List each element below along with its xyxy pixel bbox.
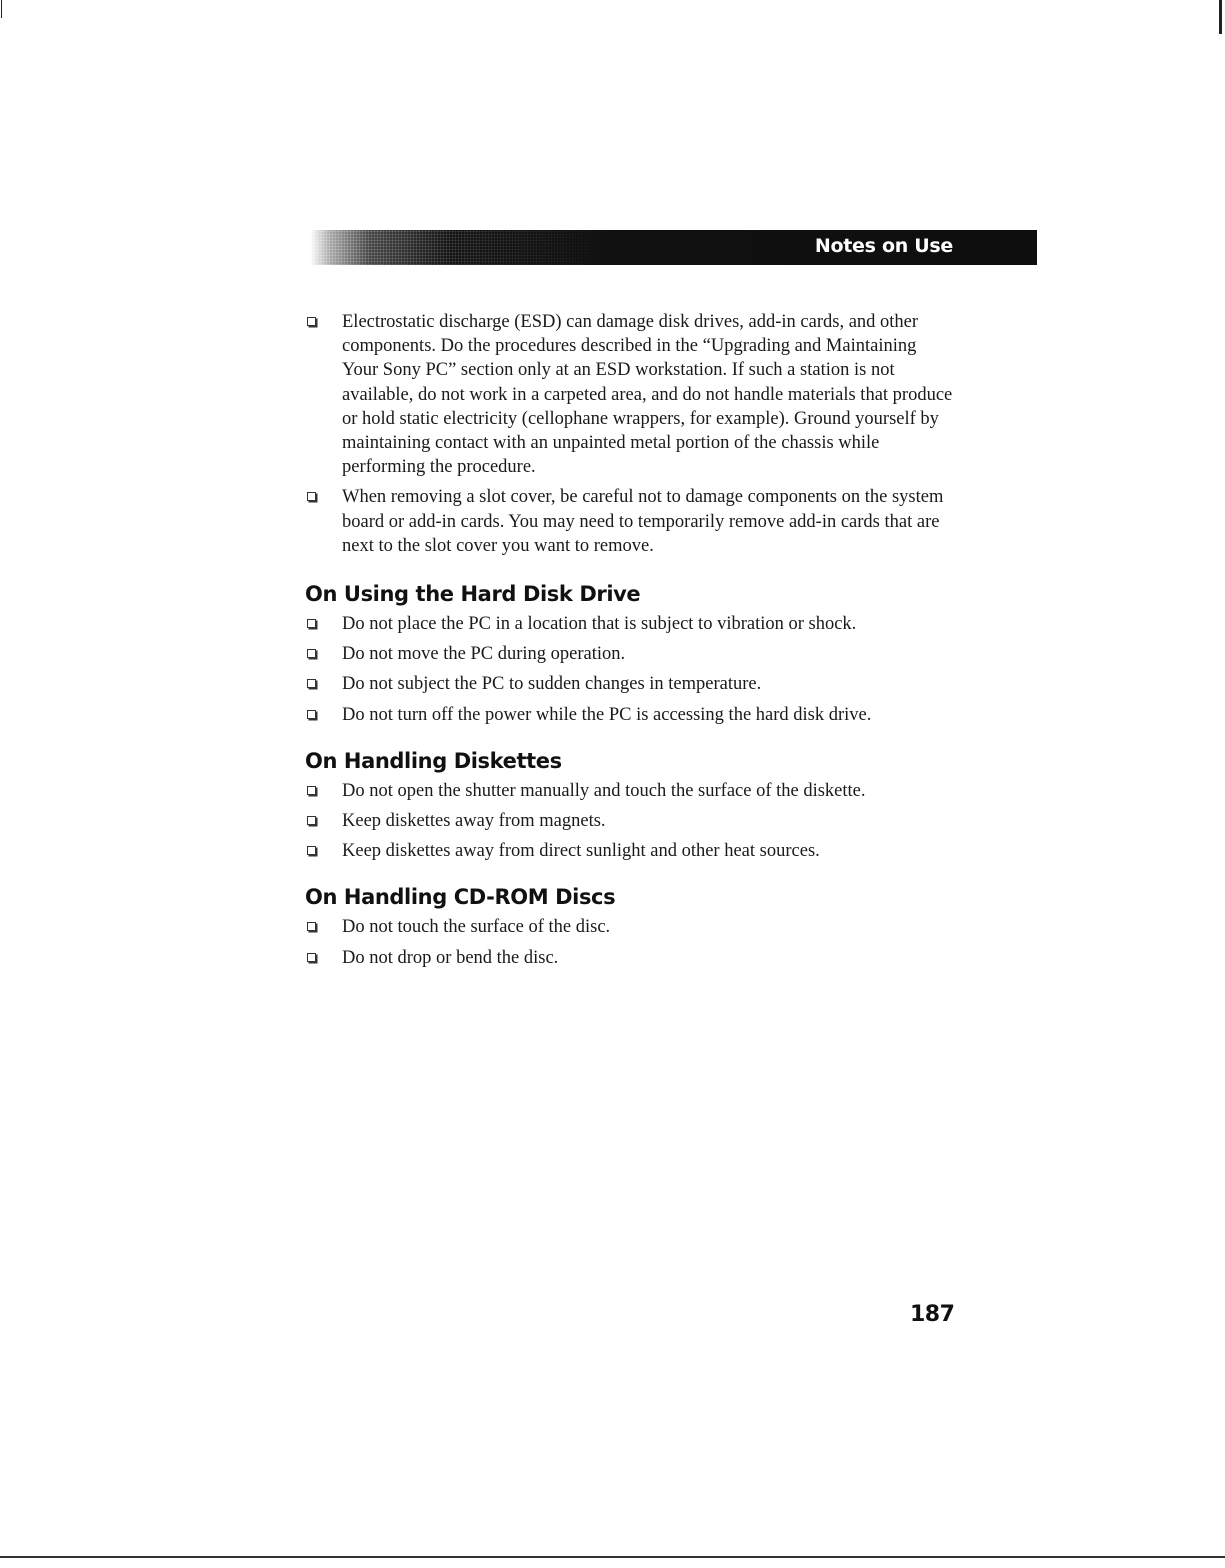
list-item-text: Do not subject the PC to sudden changes in temperature. (342, 674, 762, 695)
list-item-text: Do not place the PC in a location that is subject to vibration or shock. (342, 614, 857, 635)
list-item-text: Do not touch the surface of the disc. (342, 917, 611, 938)
list-item (305, 672, 955, 696)
checkbox-bullet-icon (307, 619, 316, 628)
list-item (305, 946, 955, 970)
list-item (305, 485, 955, 558)
list-item (305, 310, 955, 479)
list-item (305, 809, 955, 833)
checkbox-bullet-icon (307, 317, 316, 326)
diskettes-list (305, 779, 955, 864)
section-heading-hard-disk: On Using the Hard Disk Drive (305, 582, 641, 607)
running-header-bar (310, 230, 1037, 265)
list-item (305, 839, 955, 863)
hard-disk-list (305, 612, 955, 727)
checkbox-bullet-icon (307, 679, 316, 688)
running-header-title: Notes on Use (814, 235, 953, 257)
intro-list (305, 310, 955, 558)
list-item-text: Keep diskettes away from magnets. (342, 811, 606, 832)
checkbox-bullet-icon (307, 649, 316, 658)
list-item (305, 779, 955, 803)
checkbox-bullet-icon (307, 710, 316, 719)
bottom-edge-rule (0, 1556, 1225, 1558)
checkbox-bullet-icon (307, 846, 316, 855)
checkbox-bullet-icon (307, 786, 316, 795)
page-number: 187 (910, 1302, 955, 1327)
list-item-text: Do not move the PC during operation. (342, 644, 626, 665)
list-item (305, 612, 955, 636)
list-item-text: Do not open the shutter manually and touch the surface of the diskette. (342, 780, 866, 801)
checkbox-bullet-icon (307, 922, 316, 931)
list-item-text: When removing a slot cover, be careful not to damage components on the system board or add-in cards. You may need to temporarily remove add-in cards that are next to the slot cover you want to remove. (342, 487, 944, 556)
header-halftone-pattern (310, 230, 610, 265)
list-item-text: Do not turn off the power while the PC is accessing the hard disk drive. (342, 704, 872, 725)
checkbox-bullet-icon (307, 492, 316, 501)
list-item-text: Electrostatic discharge (ESD) can damage disk drives, add-in cards, and other components. Do the procedures described in the “Upgrading and Maintaining Your Sony PC” section only at an ESD workstation. If such a station is not available, do not work in a carpeted area, and do not handle materials that produce or hold static electricity (cellophane wrappers, for example). Ground yourself by maintaining contact with an unpainted metal portion of the chassis while performing the procedure. (342, 312, 953, 478)
cdrom-list (305, 915, 955, 969)
checkbox-bullet-icon (307, 953, 316, 962)
list-item (305, 915, 955, 939)
scan-edge-mark-right (1219, 0, 1222, 34)
list-item (305, 703, 955, 727)
section-heading-diskettes: On Handling Diskettes (305, 748, 562, 773)
checkbox-bullet-icon (307, 816, 316, 825)
scan-edge-mark-left (1, 0, 2, 18)
page-content (305, 310, 955, 976)
list-item-text: Do not drop or bend the disc. (342, 947, 559, 968)
list-item (305, 642, 955, 666)
list-item-text: Keep diskettes away from direct sunlight and other heat sources. (342, 841, 820, 862)
section-heading-cdrom: On Handling CD-ROM Discs (305, 885, 616, 910)
